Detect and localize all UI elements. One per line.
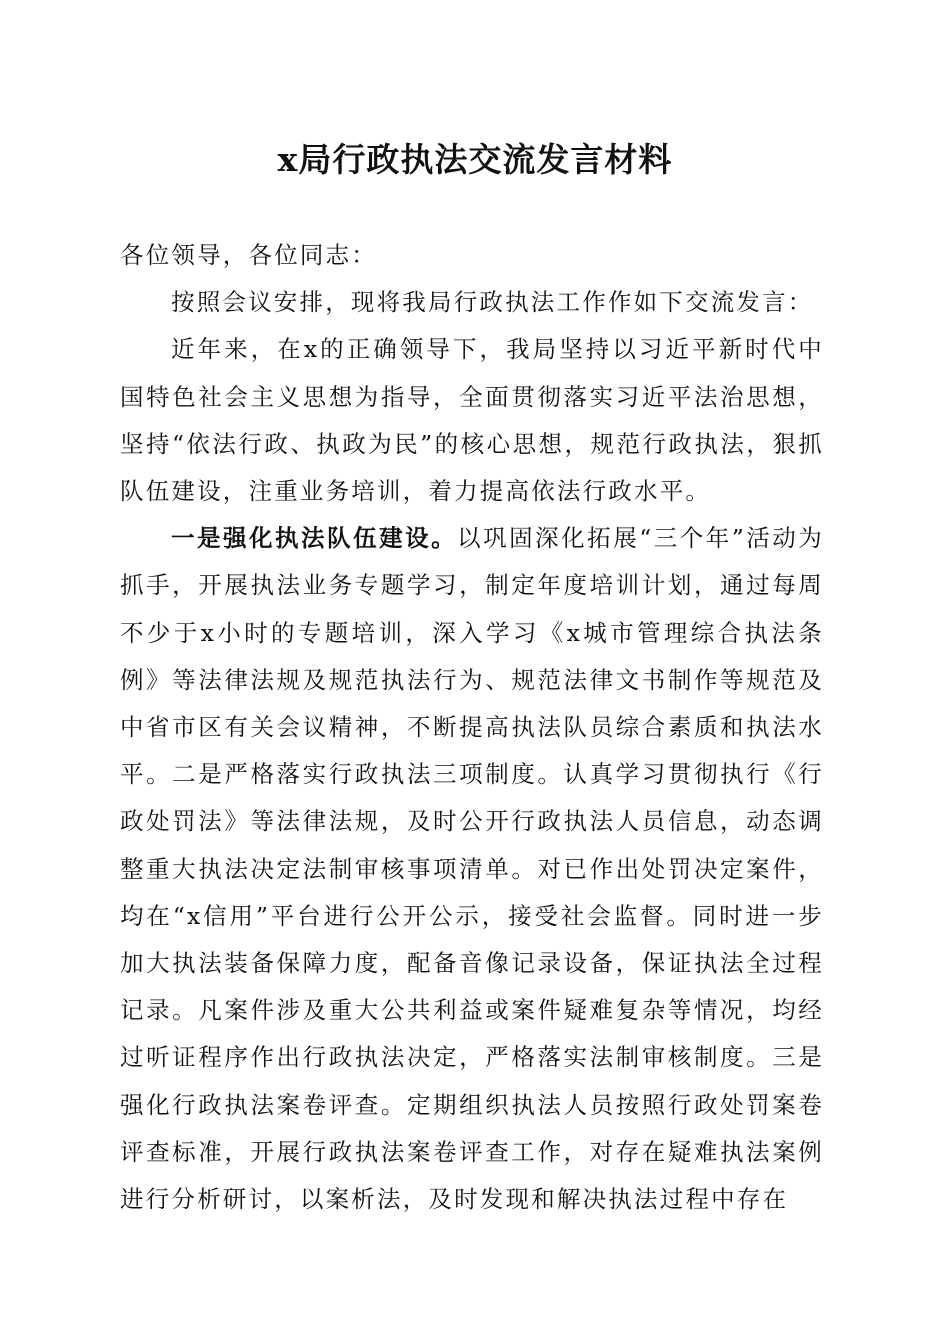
intro-paragraph: 按照会议安排，现将我局行政执法工作作如下交流发言： — [171, 288, 814, 317]
overview-paragraph: 近年来，在x的正确领导下，我局坚持以习近平新时代中国特色社会主义思想为指导，全面贯彻落实习近平法治思想，坚持“依法行政、执政为民”的核心思想，规范行政执法，狠抓队伍建设，注重业务培训，着力提高依法行政水平。 — [120, 335, 824, 506]
section1-body: 以巩固深化拓展“三个年”活动为抓手，开展执法业务专题学习，制定年度培训计划，通过每周不少于x小时的专题培训，深入学习《x城市管理综合执法条例》等法律法规及规范执法行为、规范法律文书制作等规范及中省市区有关会议精神，不断提高执法队员综合素质和执法水平。二是严格落实行政执法三项制度。认真学习贯彻执行《行政处罚法》等法律法规，及时公开行政执法人员信息，动态调整重大执法决定法制审核事项清单。对已作出处罚决定案件，均在“x信用”平台进行公开公示，接受社会监督。同时进一步加大执法装备保障力度，配备音像记录设备，保证执法全过程记录。凡案件涉及重大公共利益或案件疑难复杂等情况，均经过听证程序作出行政执法决定，严格落实法制审核制度。三是强化行政执法案卷评查。定期组织执法人员按照行政处罚案卷评查标准，开展行政执法案卷评查工作，对存在疑难执法案例进行分析研讨，以案析法，及时发现和解决执法过程中存在 — [120, 524, 825, 1214]
section1-paragraph — [120, 515, 824, 1223]
document-title: x局行政执法交流发言材料 — [277, 140, 673, 179]
document-body — [120, 232, 824, 1223]
section1-heading: 一是强化执法队伍建设。 — [171, 524, 458, 553]
salutation: 各位领导，各位同志： — [120, 241, 377, 269]
